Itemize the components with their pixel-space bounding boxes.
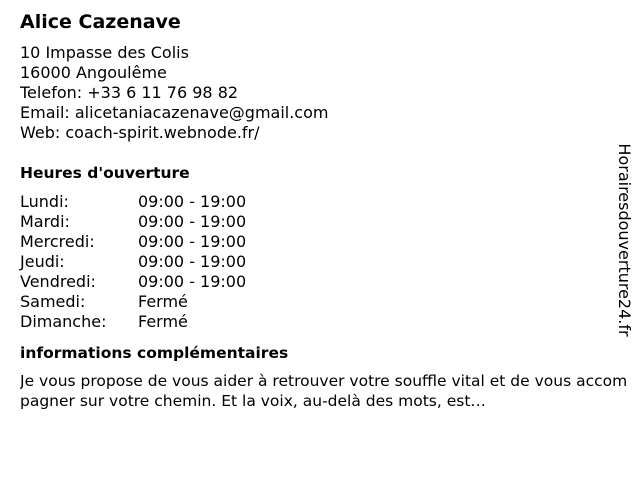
day-label: Dimanche: (20, 312, 107, 331)
address-line-2: 16000 Angoulême (20, 63, 167, 82)
site-watermark: Horairesdouverture24.fr (615, 143, 634, 337)
day-hours: 09:00 - 19:00 (138, 192, 247, 211)
day-label: Vendredi: (20, 272, 96, 291)
phone-value[interactable]: +33 6 11 76 98 82 (87, 83, 239, 102)
day-label: Mardi: (20, 212, 70, 231)
web-link[interactable]: coach-spirit.webnode.fr/ (65, 123, 260, 142)
email-line (20, 103, 625, 123)
hours-row-friday (20, 272, 625, 292)
day-label: Jeudi: (20, 252, 65, 271)
day-hours: 09:00 - 19:00 (138, 252, 247, 271)
day-label: Samedi: (20, 292, 86, 311)
opening-hours-title: Heures d'ouverture (20, 164, 190, 182)
phone-label: Telefon: (20, 83, 83, 102)
hours-row-sunday (20, 312, 625, 332)
business-card (20, 10, 628, 411)
day-hours: 09:00 - 19:00 (138, 212, 247, 231)
business-name: Alice Cazenave (20, 11, 181, 33)
opening-hours-table (20, 192, 625, 332)
day-hours: Fermé (138, 292, 188, 311)
phone-line (20, 83, 625, 103)
hours-row-tuesday (20, 212, 625, 232)
additional-info-text: Je vous propose de vous aider à retrouver votre souffle vital et de vous accompagner sur votre chemin. Et la voix, au-delà des mots, est… (20, 372, 628, 410)
hours-row-thursday (20, 252, 625, 272)
additional-info-title: informations complémentaires (20, 344, 289, 362)
email-label: Email: (20, 103, 70, 122)
web-label: Web: (20, 123, 61, 142)
hours-row-saturday (20, 292, 625, 312)
contact-block (20, 43, 625, 143)
day-hours: Fermé (138, 312, 188, 331)
web-line (20, 123, 625, 143)
day-hours: 09:00 - 19:00 (138, 232, 247, 251)
hours-row-wednesday (20, 232, 625, 252)
day-label: Mercredi: (20, 232, 95, 251)
email-link[interactable]: alicetaniacazenave@gmail.com (74, 103, 329, 122)
day-hours: 09:00 - 19:00 (138, 272, 247, 291)
address-line-1: 10 Impasse des Colis (20, 43, 189, 62)
day-label: Lundi: (20, 192, 69, 211)
hours-row-monday (20, 192, 625, 212)
